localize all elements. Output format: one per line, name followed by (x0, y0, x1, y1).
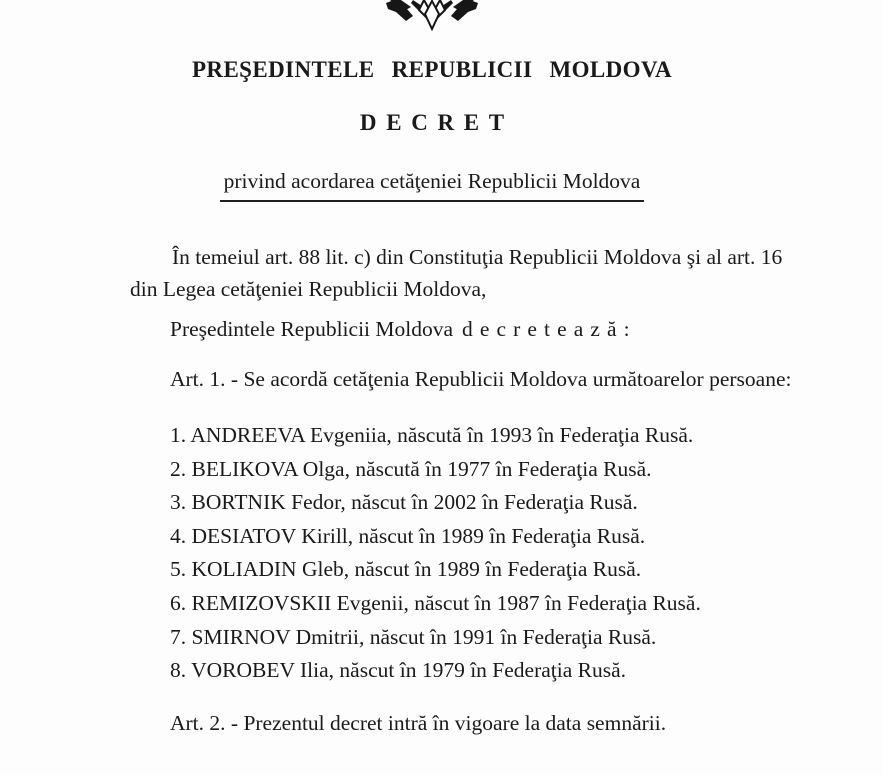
person-entry: 3. BORTNIK Fedor, născut în 2002 în Federaţia Rusă. (170, 490, 638, 515)
person-entry: 5. KOLIADIN Gleb, născut în 1989 în Federaţia Rusă. (170, 557, 642, 582)
person-entry: 1. ANDREEVA Evgeniia, născută în 1993 în Federaţia Rusă. (170, 423, 694, 447)
moldova-coat-of-arms-icon (386, 0, 478, 31)
person-entry: 2. BELIKOVA Olga, născută în 1977 în Federaţia Rusă. (170, 456, 652, 481)
enacting-spaced-word: decretează: (462, 317, 637, 341)
person-entry: 7. SMIRNOV Dmitrii, născut în 1991 în Federaţia Rusă. (170, 624, 657, 649)
decree-heading-text: DECRET (359, 110, 514, 135)
article-2-text: Art. 2. - Prezentul decret intră în vigoare la data semnării. (170, 711, 667, 735)
preamble-line-2: din Legea cetăţeniei Republicii Moldova, (130, 277, 487, 301)
decree-heading (0, 110, 864, 136)
issuer-title: PREŞEDINTELE REPUBLICII MOLDOVA (191, 57, 672, 82)
person-entry: 4. DESIATOV Kirill, născut în 1989 în Federaţia Rusă. (170, 523, 646, 548)
enacting-formula (170, 317, 637, 342)
preamble-line-1: În temeiul art. 88 lit. c) din Constituţia Republicii Moldova şi al art. 16 (172, 245, 783, 269)
person-entry: 6. REMIZOVSKII Evgenii, născut în 1987 în Federaţia Rusă. (170, 590, 701, 615)
enacting-prefix: Preşedintele Republicii Moldova (170, 317, 454, 341)
article-1-text: Art. 1. - Se acordă cetăţenia Republicii Moldova următoarelor persoane: (170, 367, 792, 391)
person-entry: 8. VOROBEV Ilia, născut în 1979 în Federaţia Rusă. (170, 658, 627, 683)
persons-list (170, 419, 701, 688)
decree-subject-text: privind acordarea cetăţeniei Republicii Moldova (220, 169, 645, 202)
decree-subject (0, 169, 864, 202)
